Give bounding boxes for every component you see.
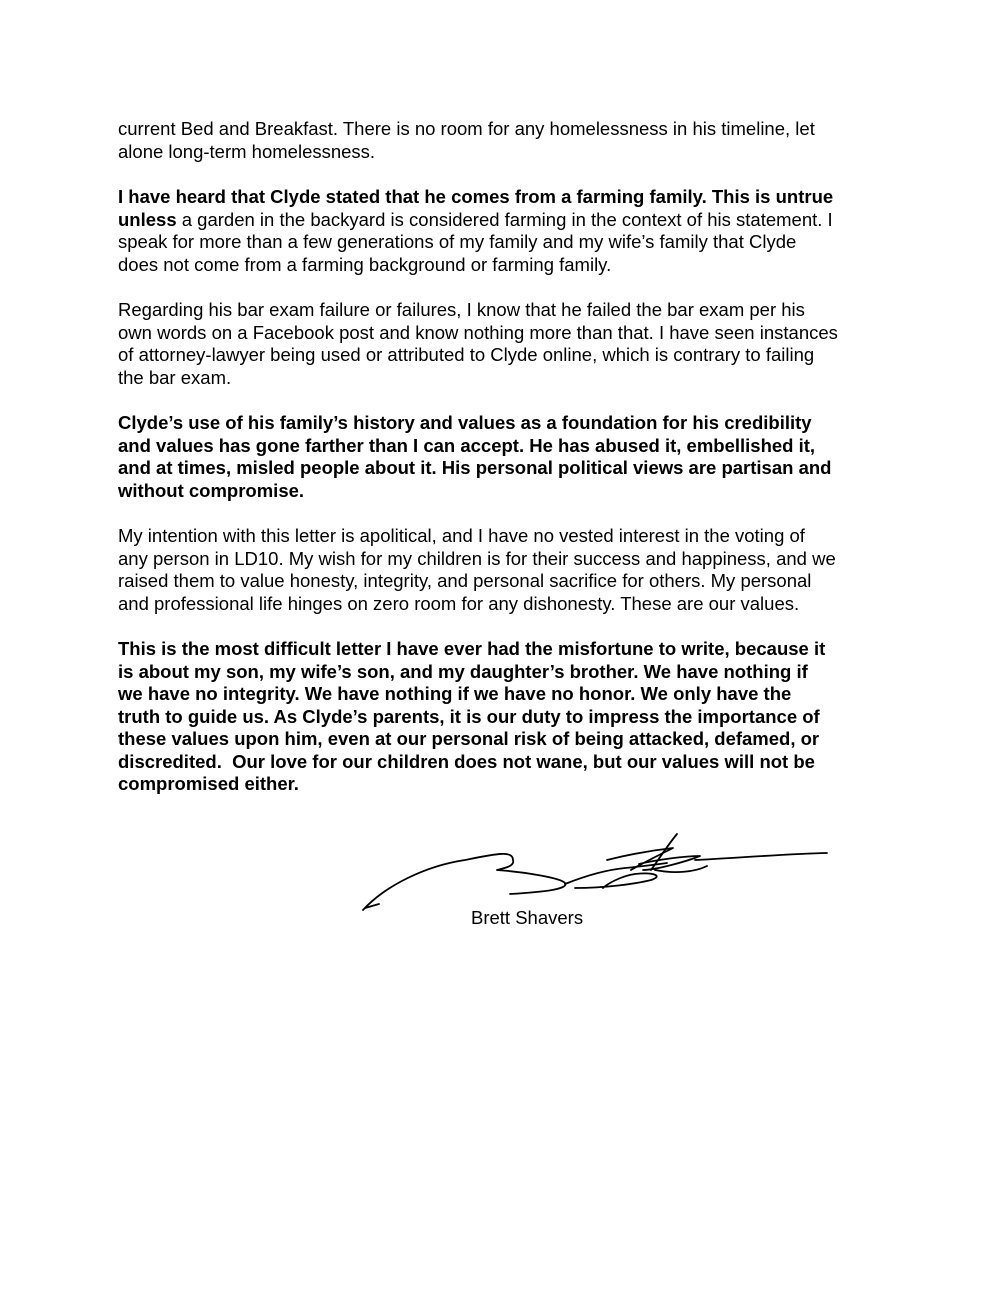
text-run: current Bed and Breakfast. There is no room for any homelessness in his timeline, let: [118, 118, 815, 139]
text-line: [118, 118, 898, 141]
text-line: [118, 480, 898, 503]
bold-text-run: This is the most difficult letter I have ever had the misfortune to write, because it: [118, 638, 826, 659]
paragraph-bar-exam: [118, 299, 898, 389]
text-line: [118, 457, 898, 480]
text-line: [118, 661, 898, 684]
text-run: and professional life hinges on zero room for any dishonesty. These are our values.: [118, 592, 800, 614]
bold-text-run: I have heard that Clyde stated that he comes from a farming family. This is untrue: [118, 186, 834, 207]
text-line: [118, 412, 898, 435]
bold-text-run: discredited. Our love for our children does not wane, but our values will not be: [118, 750, 815, 772]
text-run: does not come from a farming background or farming family.: [118, 253, 612, 275]
handwritten-signature: [355, 826, 835, 916]
bold-text-run: we have no integrity. We have nothing if we have no honor. We only have the: [118, 683, 792, 704]
text-run: the bar exam.: [118, 366, 232, 388]
text-line: [118, 322, 898, 345]
text-line: [118, 435, 898, 458]
bold-text-run: and at times, misled people about it. His personal political views are partisan and: [118, 457, 832, 478]
bold-text-run: truth to guide us. As Clyde’s parents, it is our duty to impress the importance of: [118, 705, 820, 727]
text-line: [118, 231, 898, 254]
text-run: a garden in the backyard is considered farming in the context of his statement. I: [176, 208, 833, 230]
bold-text-run: these values upon him, even at our personal risk of being attacked, defamed, or: [118, 728, 820, 749]
text-run: alone long-term homelessness.: [118, 140, 376, 162]
text-line: [118, 209, 898, 232]
text-run: any person in LD10. My wish for my children is for their success and happiness, and we: [118, 547, 836, 569]
text-line: [118, 683, 898, 706]
text-line: [118, 593, 898, 616]
text-line: [118, 367, 898, 390]
bold-text-run: and values has gone farther than I can accept. He has abused it, embellished it,: [118, 434, 816, 456]
signer-name: Brett Shavers: [471, 907, 584, 928]
text-line: [118, 751, 898, 774]
bold-text-run: unless: [118, 208, 177, 230]
text-run: of attorney-lawyer being used or attributed to Clyde online, which is contrary to failing: [118, 344, 815, 365]
text-run: Regarding his bar exam failure or failures, I know that he failed the bar exam per his: [118, 299, 805, 320]
text-run: speak for more than a few generations of my family and my wife’s family that Clyde: [118, 231, 797, 252]
text-line: [118, 728, 898, 751]
text-line: [118, 773, 898, 796]
bold-text-run: Clyde’s use of his family’s history and values as a foundation for his credibility: [118, 412, 812, 433]
text-line: [118, 141, 898, 164]
paragraph-difficult-letter: [118, 638, 898, 796]
paragraph-family-history: [118, 412, 898, 502]
text-run: raised them to value honesty, integrity, and personal sacrifice for others. My personal: [118, 570, 812, 591]
text-line: [118, 299, 898, 322]
text-line: [118, 186, 898, 209]
bold-text-run: without compromise.: [118, 479, 305, 501]
text-line: [118, 525, 898, 548]
text-run: My intention with this letter is apolitical, and I have no vested interest in the voting of: [118, 525, 805, 546]
text-line: [118, 638, 898, 661]
text-line: [118, 254, 898, 277]
text-line: [118, 344, 898, 367]
paragraph-apolitical-intention: [118, 525, 898, 615]
text-line: [118, 706, 898, 729]
bold-text-run: compromised either.: [118, 773, 299, 794]
paragraph-farming-family: [118, 186, 898, 276]
text-line: [118, 548, 898, 571]
text-run: own words on a Facebook post and know nothing more than that. I have seen instances: [118, 321, 838, 343]
text-line: [118, 570, 898, 593]
bold-text-run: is about my son, my wife’s son, and my daughter’s brother. We have nothing if: [118, 660, 808, 682]
paragraph-homelessness: [118, 118, 898, 163]
